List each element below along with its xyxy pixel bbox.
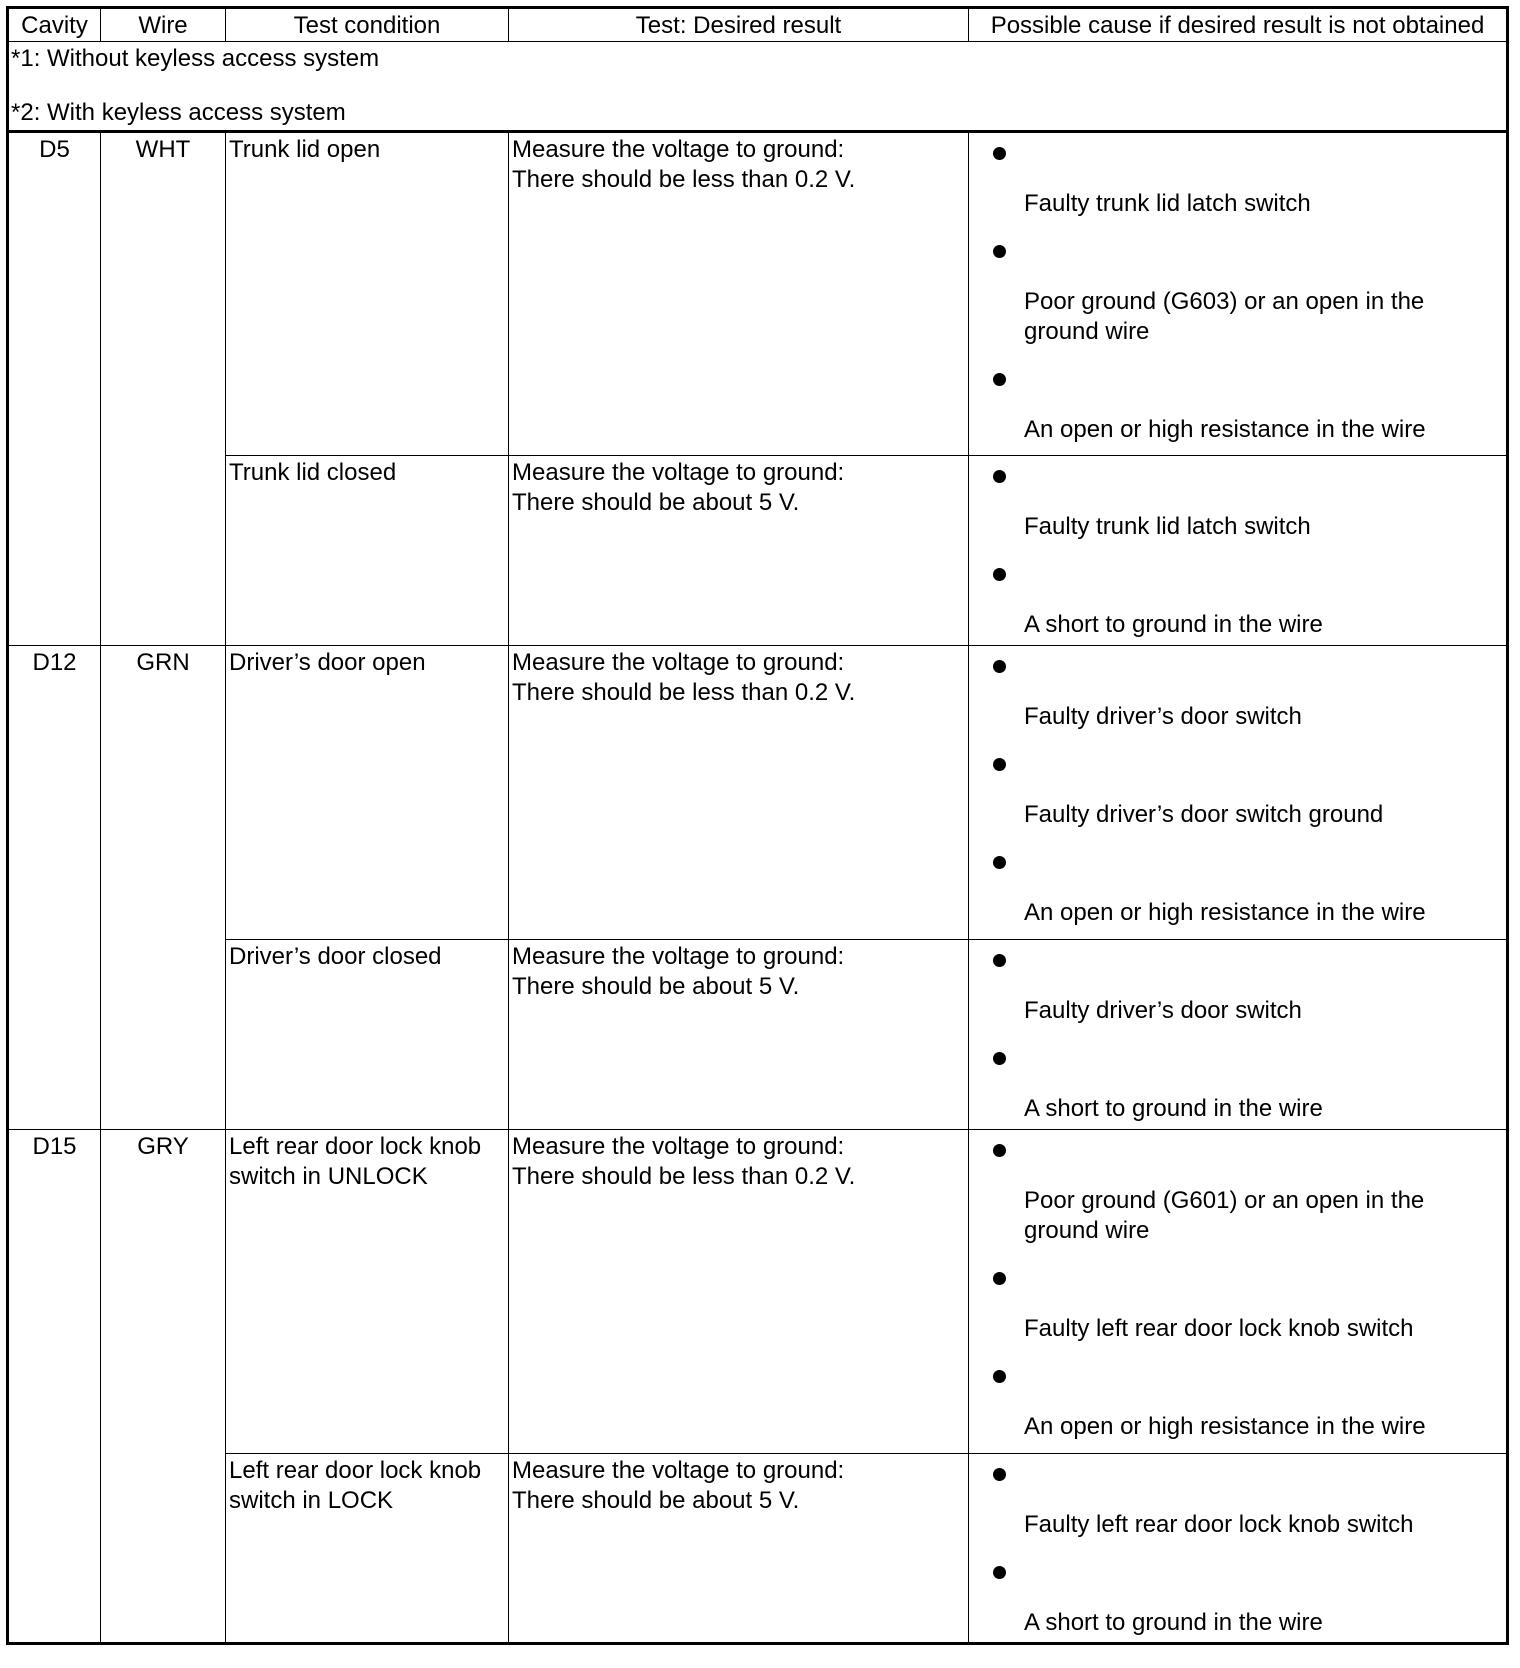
cause-item (972, 746, 1503, 830)
result-line: There should be about 5 V. (512, 1487, 800, 1514)
cause-item (972, 233, 1503, 347)
desired-result-cell (509, 646, 969, 940)
cause-list (972, 648, 1503, 928)
result-line: There should be about 5 V. (512, 489, 800, 516)
bullet-icon (993, 1272, 1006, 1285)
cause-text: Faulty trunk lid latch switch (1024, 513, 1311, 540)
result-line: Measure the voltage to ground: (512, 1457, 845, 1484)
desired-result-cell (509, 940, 969, 1130)
cavity-cell: D15 (8, 1130, 101, 1644)
cause-text: Faulty driver’s door switch (1024, 997, 1302, 1024)
bullet-icon (993, 373, 1006, 386)
table-row (8, 940, 1508, 1130)
wire-cell: GRN (101, 646, 226, 1130)
table-row (8, 1130, 1508, 1454)
test-condition-cell: Trunk lid open (226, 132, 509, 456)
bullet-icon (993, 660, 1006, 673)
result-line: There should be about 5 V. (512, 973, 800, 1000)
cause-text: Faulty trunk lid latch switch (1024, 190, 1311, 217)
result-line: Measure the voltage to ground: (512, 1133, 845, 1160)
table-row (8, 646, 1508, 940)
cavity-cell: D5 (8, 132, 101, 646)
possible-cause-cell (969, 1454, 1508, 1644)
bullet-icon (993, 856, 1006, 869)
cause-item (972, 458, 1503, 542)
cause-item (972, 942, 1503, 1026)
table-row (8, 456, 1508, 646)
cause-item (972, 844, 1503, 928)
cause-text: A short to ground in the wire (1024, 1609, 1323, 1636)
column-header-test-condition: Test condition (226, 8, 509, 42)
cause-list (972, 135, 1503, 445)
desired-result-cell (509, 132, 969, 456)
result-line: There should be less than 0.2 V. (512, 1163, 856, 1190)
column-header-wire: Wire (101, 8, 226, 42)
wire-cell: GRY (101, 1130, 226, 1644)
table-body (8, 42, 1508, 1644)
bullet-icon (993, 568, 1006, 581)
result-line: Measure the voltage to ground: (512, 943, 845, 970)
header-row (8, 8, 1508, 42)
cause-item (972, 648, 1503, 732)
cause-item (972, 1456, 1503, 1540)
bullet-icon (993, 1468, 1006, 1481)
cause-item (972, 1132, 1503, 1246)
test-condition-cell: Driver’s door closed (226, 940, 509, 1130)
cause-text: Faulty left rear door lock knob switch (1024, 1511, 1414, 1538)
test-condition-cell: Left rear door lock knob switch in LOCK (226, 1454, 509, 1644)
desired-result-cell (509, 1130, 969, 1454)
table-row (8, 132, 1508, 456)
bullet-icon (993, 954, 1006, 967)
bullet-icon (993, 147, 1006, 160)
test-condition-cell: Trunk lid closed (226, 456, 509, 646)
result-line: Measure the voltage to ground: (512, 136, 845, 163)
column-header-possible-cause: Possible cause if desired result is not obtained (969, 8, 1508, 42)
cause-item (972, 135, 1503, 219)
cause-item (972, 556, 1503, 640)
cause-text: An open or high resistance in the wire (1024, 416, 1426, 443)
notes-cell (8, 42, 1508, 132)
possible-cause-cell (969, 456, 1508, 646)
possible-cause-cell (969, 646, 1508, 940)
possible-cause-cell (969, 1130, 1508, 1454)
cause-list (972, 1132, 1503, 1442)
bullet-icon (993, 470, 1006, 483)
result-line: There should be less than 0.2 V. (512, 679, 856, 706)
cause-text: Poor ground (G603) or an open in the ground wire (1024, 288, 1425, 345)
cause-text: Faulty driver’s door switch ground (1024, 801, 1384, 828)
result-line: There should be less than 0.2 V. (512, 166, 856, 193)
bullet-icon (993, 1052, 1006, 1065)
cause-item (972, 1040, 1503, 1124)
cause-item (972, 1260, 1503, 1344)
desired-result-cell (509, 456, 969, 646)
result-line: Measure the voltage to ground: (512, 459, 845, 486)
cause-text: A short to ground in the wire (1024, 611, 1323, 638)
cause-text: An open or high resistance in the wire (1024, 899, 1426, 926)
notes-row (8, 42, 1508, 132)
cause-list (972, 1456, 1503, 1638)
bullet-icon (993, 1144, 1006, 1157)
cause-list (972, 942, 1503, 1124)
bullet-icon (993, 1566, 1006, 1579)
wire-cell: WHT (101, 132, 226, 646)
cause-item (972, 1554, 1503, 1638)
result-line: Measure the voltage to ground: (512, 649, 845, 676)
diagnostic-table (6, 6, 1509, 1645)
cause-text: A short to ground in the wire (1024, 1095, 1323, 1122)
cause-text: Poor ground (G601) or an open in the ground wire (1024, 1187, 1425, 1244)
column-header-cavity: Cavity (8, 8, 101, 42)
bullet-icon (993, 758, 1006, 771)
document-page (6, 6, 1506, 1656)
bullet-icon (993, 1370, 1006, 1383)
footnote: *1: Without keyless access system (11, 45, 380, 72)
possible-cause-cell (969, 940, 1508, 1130)
bullet-icon (993, 245, 1006, 258)
cause-item (972, 361, 1503, 445)
footnote: *2: With keyless access system (11, 99, 346, 126)
test-condition-cell: Left rear door lock knob switch in UNLOCK (226, 1130, 509, 1454)
table-row (8, 1454, 1508, 1644)
cause-item (972, 1358, 1503, 1442)
cause-list (972, 458, 1503, 640)
cause-text: Faulty left rear door lock knob switch (1024, 1315, 1414, 1342)
desired-result-cell (509, 1454, 969, 1644)
test-condition-cell: Driver’s door open (226, 646, 509, 940)
possible-cause-cell (969, 132, 1508, 456)
cause-text: Faulty driver’s door switch (1024, 703, 1302, 730)
column-header-desired-result: Test: Desired result (509, 8, 969, 42)
cause-text: An open or high resistance in the wire (1024, 1413, 1426, 1440)
cavity-cell: D12 (8, 646, 101, 1130)
